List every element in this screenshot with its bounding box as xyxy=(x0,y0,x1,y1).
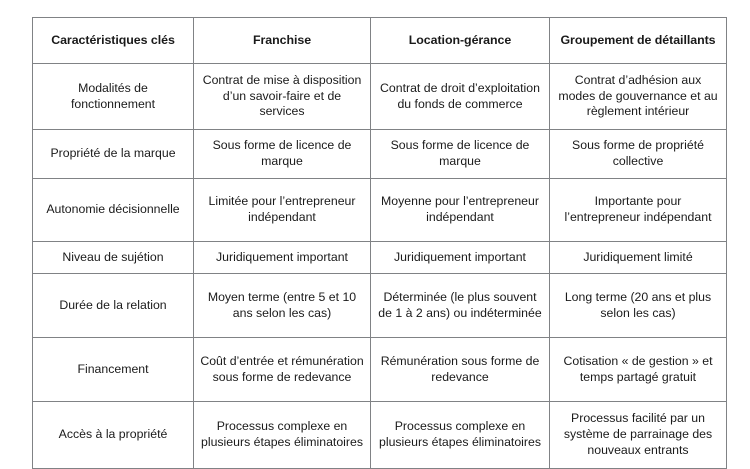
column-header-groupement-detaillants: Groupement de détaillants xyxy=(550,18,727,64)
cell-acces-propriete-location-gerance: Processus complexe en plusieurs étapes éliminatoires xyxy=(371,402,550,469)
cell-duree-franchise: Moyen terme (entre 5 et 10 ans selon les cas) xyxy=(194,274,371,338)
cell-sujetion-groupement: Juridiquement limité xyxy=(550,242,727,274)
cell-acces-propriete-groupement: Processus facilité par un système de parrainage des nouveaux entrants xyxy=(550,402,727,469)
column-header-franchise: Franchise xyxy=(194,18,371,64)
cell-sujetion-location-gerance: Juridiquement important xyxy=(371,242,550,274)
cell-acces-propriete-franchise: Processus complexe en plusieurs étapes éliminatoires xyxy=(194,402,371,469)
cell-modalites-groupement: Contrat d’adhésion aux modes de gouvernance et au règlement intérieur xyxy=(550,64,727,130)
table-header xyxy=(33,18,727,64)
table-row xyxy=(33,242,727,274)
comparison-table-container xyxy=(32,17,726,457)
table-row xyxy=(33,338,727,402)
row-key-autonomie-decisionnelle: Autonomie décisionnelle xyxy=(33,179,194,242)
table-row xyxy=(33,130,727,179)
row-key-propriete-marque: Propriété de la marque xyxy=(33,130,194,179)
cell-financement-franchise: Coût d’entrée et rémunération sous forme de redevance xyxy=(194,338,371,402)
cell-duree-location-gerance: Déterminée (le plus souvent de 1 à 2 ans) ou indéterminée xyxy=(371,274,550,338)
cell-sujetion-franchise: Juridiquement important xyxy=(194,242,371,274)
column-header-location-gerance: Location-gérance xyxy=(371,18,550,64)
cell-duree-groupement: Long terme (20 ans et plus selon les cas) xyxy=(550,274,727,338)
cell-financement-location-gerance: Rémunération sous forme de redevance xyxy=(371,338,550,402)
cell-propriete-marque-groupement: Sous forme de propriété collective xyxy=(550,130,727,179)
row-key-acces-propriete: Accès à la propriété xyxy=(33,402,194,469)
table-row xyxy=(33,402,727,469)
row-key-modalites-fonctionnement: Modalités de fonctionnement xyxy=(33,64,194,130)
table-row xyxy=(33,179,727,242)
row-key-duree-relation: Durée de la relation xyxy=(33,274,194,338)
cell-autonomie-franchise: Limitée pour l’entrepreneur indépendant xyxy=(194,179,371,242)
cell-propriete-marque-franchise: Sous forme de licence de marque xyxy=(194,130,371,179)
cell-propriete-marque-location-gerance: Sous forme de licence de marque xyxy=(371,130,550,179)
cell-autonomie-location-gerance: Moyenne pour l’entrepreneur indépendant xyxy=(371,179,550,242)
row-key-financement: Financement xyxy=(33,338,194,402)
cell-financement-groupement: Cotisation « de gestion » et temps partagé gratuit xyxy=(550,338,727,402)
comparison-table xyxy=(32,17,727,469)
table-row xyxy=(33,64,727,130)
row-key-niveau-sujetion: Niveau de sujétion xyxy=(33,242,194,274)
cell-modalites-franchise: Contrat de mise à disposition d’un savoir-faire et de services xyxy=(194,64,371,130)
table-body xyxy=(33,64,727,469)
column-header-characteristics: Caractéristiques clés xyxy=(33,18,194,64)
table-row xyxy=(33,274,727,338)
header-row xyxy=(33,18,727,64)
cell-autonomie-groupement: Importante pour l’entrepreneur indépendant xyxy=(550,179,727,242)
cell-modalites-location-gerance: Contrat de droit d’exploitation du fonds de commerce xyxy=(371,64,550,130)
